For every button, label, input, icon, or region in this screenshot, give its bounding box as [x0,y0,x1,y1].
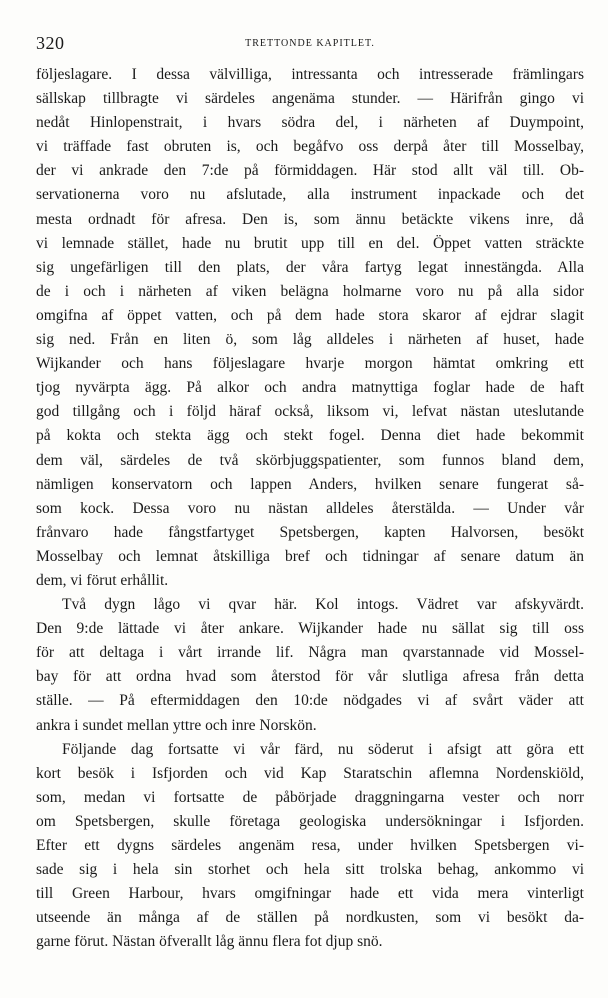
text-line: vi lemnade stället, hade nu brutit upp till en del. Öppet vatten sträckte [36,234,584,252]
page-header [36,33,584,57]
text-line: sällskap tillbragte vi särdeles angenäma stunder. — Härifrån gingo vi [36,90,584,108]
text-line: omgifna af öppet vatten, och på dem hade stora skaror af ejdrar slagit [36,306,584,324]
text-line: nämligen konservatorn och lappen Anders, hvilken senare fungerat så- [36,475,584,493]
text-line: sig ned. Från en liten ö, som låg alldeles i närheten af huset, hade [36,331,584,349]
paragraph [36,63,584,593]
body-text [36,63,584,954]
text-line: dem, vi förut erhållit. [36,571,169,589]
text-line: Följande dag fortsatte vi vår färd, nu söderut i afsigt att göra ett [62,740,584,758]
paragraph [36,738,584,955]
paragraph [36,593,584,738]
text-line: sig ungefärligen till den plats, der våra fartyg legat innestängda. Alla [36,258,584,276]
text-line: utseende än många af de ställen på nordkusten, som vi besökt da- [36,909,584,927]
text-line: som kock. Dessa voro nu nästan alldeles återstälda. — Under vår [36,499,584,517]
text-line: der vi ankrade den 7:de på förmiddagen. Här stod allt väl till. Ob- [36,162,584,180]
text-line: garne förut. Nästan öfverallt låg ännu flera fot djup snö. [36,933,383,951]
text-line: god tillgång och i följd häraf också, liksom vi, lefvat nästan uteslutande [36,403,584,421]
text-line: Efter ett dygns särdeles angenäm resa, under hvilken Spetsbergen vi- [36,837,584,854]
text-line: Den 9:de lättade vi åter ankare. Wijkander hade nu sällat sig till oss [36,620,584,638]
text-line: de i och i närheten af viken belägna holmarne voro nu på alla sidor [36,282,584,300]
text-line: servationerna voro nu afslutade, alla instrument inpackade och det [36,186,584,204]
text-line: för att deltaga i vårt irrande lif. Några man qvarstannade vid Mossel- [36,644,584,662]
text-line: till Green Harbour, hvars omgifningar hade ett vida mera vinterligt [36,885,584,903]
text-line: frånvaro hade fångstfartyget Spetsbergen, kapten Halvorsen, besökt [36,523,584,541]
text-line: sade sig i hela sin storhet och hela sitt trolska behag, ankommo vi [36,861,584,879]
text-line: Wijkander och hans följeslagare hvarje morgon hämtat omkring ett [36,355,584,373]
text-line: om Spetsbergen, skulle företaga geologiska undersökningar i Isfjorden. [36,812,584,830]
text-line: på kokta och stekta ägg och stekt fogel. Denna diet hade bekommit [36,427,584,445]
text-line: ankra i sundet mellan yttre och inre Norskön. [36,716,317,734]
text-line: mesta ordnadt för afresa. Den is, som ännu betäckte vikens inre, då [36,210,584,228]
text-line: tjog nyvärpta ägg. På alkor och andra matnyttiga foglar hade de haft [36,379,584,397]
text-line: kort besök i Isfjorden och vid Kap Staratschin aflemna Nordenskiöld, [36,764,584,782]
text-line: Två dygn lågo vi qvar här. Kol intogs. Vädret var afskyvärdt. [62,596,584,614]
text-line: bay för att ordna hvad som återstod för vår slutliga afresa från detta [36,668,584,686]
text-line: dem väl, särdeles de två skörbjuggspatienter, som funnos bland dem, [36,451,584,469]
page-number: 320 [36,33,65,53]
text-line: vi träffade fast obruten is, och begåfvo oss derpå åter till Mosselbay, [36,138,584,156]
running-title: TRETTONDE KAPITLET. [245,38,375,49]
text-line: följeslagare. I dessa välvilliga, intressanta och intresserade främlingars [36,66,584,83]
text-line: Mosselbay och lemnat åtskilliga bref och tidningar af senare datum än [36,547,584,565]
text-line: ställe. — På eftermiddagen den 10:de nödgades vi af svårt väder att [36,692,584,710]
text-line: nedåt Hinlopenstrait, i hvars södra del, i närheten af Duympoint, [36,114,584,132]
text-line: som, medan vi fortsatte de påbörjade draggningarna vester och norr [36,788,584,806]
